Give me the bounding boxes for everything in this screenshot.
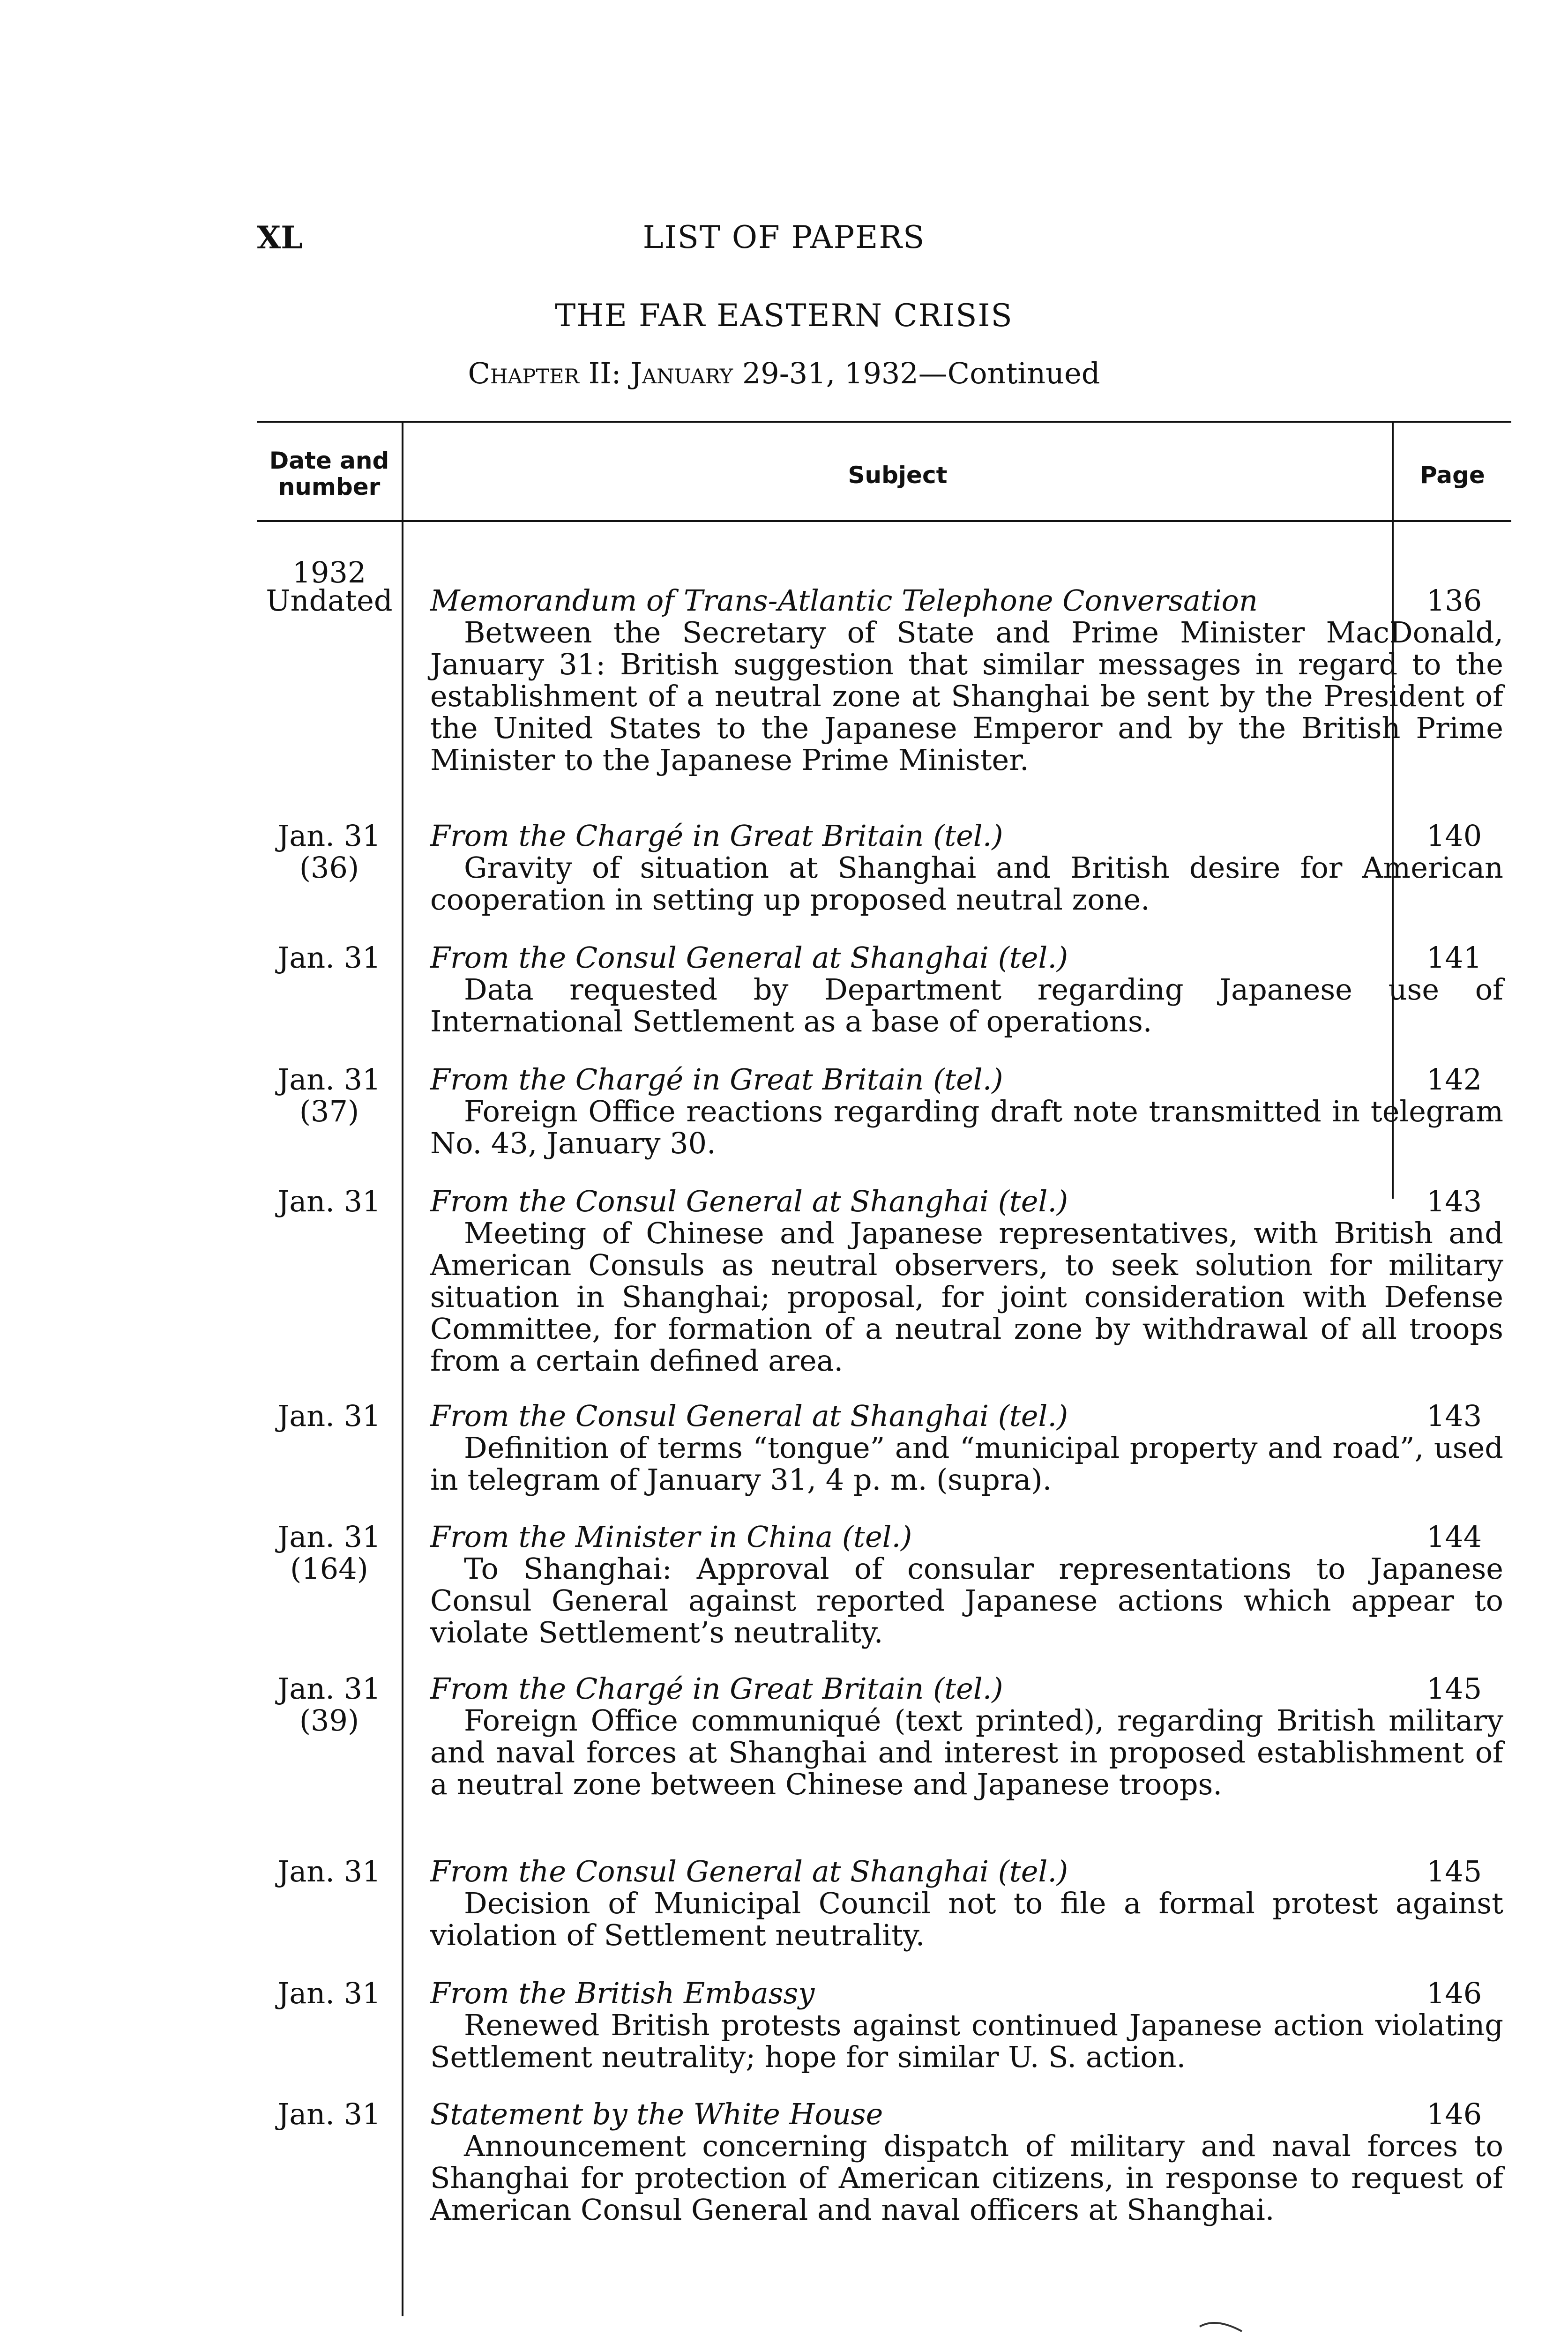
entry-description: Foreign Office communiqué (text printed), regarding British military and naval forces at Shanghai and interest in proposed establishment of a neutral zone between Chinese and Japanese troops. bbox=[430, 1703, 1503, 1801]
entry-page: 143 bbox=[1426, 1184, 1482, 1218]
entry-title: Statement by the White House bbox=[430, 2097, 883, 2131]
running-head: LIST OF PAPERS bbox=[642, 219, 926, 255]
entry-description: Renewed British protests against continued Japanese action violating Settlement neutrality; hope for similar U. S. action. bbox=[430, 2008, 1503, 2074]
entry-date: Jan. 31 bbox=[277, 1184, 381, 1218]
entry-description: To Shanghai: Approval of consular representations to Japanese Consul General against reported Japanese actions which appear to violate Settlement’s neutrality. bbox=[430, 1552, 1503, 1649]
entry-date: Jan. 31 bbox=[277, 1520, 381, 1554]
chapter-number: II bbox=[588, 356, 612, 390]
entry-subject bbox=[430, 1064, 1503, 1159]
entry-subject bbox=[430, 2098, 1503, 2226]
table-header-rule bbox=[257, 520, 1511, 522]
entry-description: Announcement concerning dispatch of military and naval forces to Shanghai for protection of American citizens, in response to request of American Consul General and naval officers at Shanghai. bbox=[430, 2129, 1503, 2227]
entry-title: From the Consul General at Shanghai (tel.) bbox=[430, 1854, 1068, 1888]
entry-date: Jan. 31 bbox=[277, 1062, 381, 1097]
entry-date: Undated bbox=[266, 583, 393, 618]
entry-date-cell bbox=[257, 585, 393, 617]
entry-number: (37) bbox=[299, 1094, 359, 1128]
entry-page: 146 bbox=[1426, 1976, 1482, 2010]
entry-date: Jan. 31 bbox=[277, 1399, 381, 1433]
entry-date-cell bbox=[257, 1064, 393, 1127]
entry-subject bbox=[430, 1673, 1503, 1800]
entry-title: From the Consul General at Shanghai (tel.) bbox=[430, 1184, 1068, 1218]
entry-number: (164) bbox=[290, 1552, 368, 1586]
section-title: THE FAR EASTERN CRISIS bbox=[555, 298, 1013, 334]
entry-date: Jan. 31 bbox=[277, 819, 381, 853]
entry-date-cell bbox=[257, 2098, 393, 2130]
entry-page: 141 bbox=[1426, 940, 1482, 975]
entry-date-cell bbox=[257, 1977, 393, 2009]
entry-description: Decision of Municipal Council not to file a formal protest against violation of Settlement neutrality. bbox=[430, 1886, 1503, 1952]
chapter-label: Chapter bbox=[468, 356, 579, 390]
entry-title: From the British Embassy bbox=[430, 1976, 815, 2010]
entry-title: From the Consul General at Shanghai (tel.) bbox=[430, 1399, 1068, 1433]
entry-title: From the Minister in China (tel.) bbox=[430, 1520, 912, 1554]
entry-date: Jan. 31 bbox=[277, 1671, 381, 1706]
entry-date: Jan. 31 bbox=[277, 940, 381, 975]
column-header-date: Date and number bbox=[269, 447, 389, 500]
entry-date-cell bbox=[257, 1856, 393, 1888]
entry-page: 143 bbox=[1426, 1399, 1482, 1433]
entry-page: 144 bbox=[1426, 1520, 1482, 1554]
entry-subject bbox=[430, 820, 1503, 916]
entry-title: From the Consul General at Shanghai (tel.) bbox=[430, 940, 1068, 975]
entry-subject bbox=[430, 942, 1503, 1037]
chapter-dates: January 29-31, 1932 bbox=[630, 356, 918, 390]
entry-description: Foreign Office reactions regarding draft note transmitted in telegram No. 43, January 30. bbox=[430, 1094, 1503, 1160]
table-year: 1932 bbox=[292, 555, 366, 589]
stray-mark bbox=[1197, 2315, 1244, 2334]
entry-title: From the Chargé in Great Britain (tel.) bbox=[430, 819, 1003, 853]
entry-page: 142 bbox=[1426, 1062, 1482, 1097]
chapter-suffix: —Continued bbox=[918, 356, 1100, 390]
entry-title: From the Chargé in Great Britain (tel.) bbox=[430, 1671, 1003, 1706]
entry-number: (36) bbox=[299, 851, 359, 885]
entry-title: From the Chargé in Great Britain (tel.) bbox=[430, 1062, 1003, 1097]
entry-subject bbox=[430, 1856, 1503, 1951]
entry-date-cell bbox=[257, 1673, 393, 1737]
entry-date-cell bbox=[257, 1521, 393, 1585]
entry-title: Memorandum of Trans-Atlantic Telephone Conversation bbox=[430, 583, 1258, 618]
column-divider-date bbox=[402, 421, 403, 2316]
entry-subject bbox=[430, 1977, 1503, 2073]
chapter-line: Chapter II: January 29-31, 1932—Continued bbox=[468, 356, 1100, 390]
entry-page: 140 bbox=[1426, 819, 1482, 853]
entry-date-cell bbox=[257, 1400, 393, 1432]
entry-page: 146 bbox=[1426, 2097, 1482, 2131]
entry-description: Gravity of situation at Shanghai and British desire for American cooperation in setting up proposed neutral zone. bbox=[430, 851, 1503, 917]
entry-subject bbox=[430, 1400, 1503, 1496]
page-number: XL bbox=[257, 219, 303, 256]
column-header-subject: Subject bbox=[848, 462, 948, 489]
entry-date: Jan. 31 bbox=[277, 1976, 381, 2010]
entry-date: Jan. 31 bbox=[277, 2097, 381, 2131]
entry-date-cell bbox=[257, 820, 393, 884]
entry-date-cell bbox=[257, 1186, 393, 1217]
table-top-rule bbox=[257, 421, 1511, 423]
entry-description: Meeting of Chinese and Japanese representatives, with British and American Consuls as neutral observers, to seek solution for military situation in Shanghai; proposal, for joint consideration with Defense Committee, for formation of a neutral zone by withdrawal of all troops from a certain defined area. bbox=[430, 1216, 1503, 1378]
entry-date-cell bbox=[257, 942, 393, 974]
entry-subject bbox=[430, 1521, 1503, 1649]
entry-description: Definition of terms “tongue” and “municipal property and road”, used in telegram of January 31, 4 p. m. (supra). bbox=[430, 1431, 1503, 1497]
entry-page: 145 bbox=[1426, 1854, 1482, 1888]
column-header-page: Page bbox=[1420, 462, 1485, 489]
entry-description: Data requested by Department regarding Japanese use of International Settlement as a base of operations. bbox=[430, 972, 1503, 1038]
entry-number: (39) bbox=[299, 1703, 359, 1738]
entry-page: 136 bbox=[1426, 583, 1482, 618]
entry-date: Jan. 31 bbox=[277, 1854, 381, 1888]
entry-subject bbox=[430, 585, 1503, 776]
entry-subject bbox=[430, 1186, 1503, 1377]
entry-page: 145 bbox=[1426, 1671, 1482, 1706]
entry-description: Between the Secretary of State and Prime Minister MacDonald, January 31: British suggestion that similar messages in regard to the establishment of a neutral zone at Shanghai be sent by the President of the United States to the Japanese Emperor and by the British Prime Minister to the Japanese Prime Minister. bbox=[430, 615, 1503, 777]
